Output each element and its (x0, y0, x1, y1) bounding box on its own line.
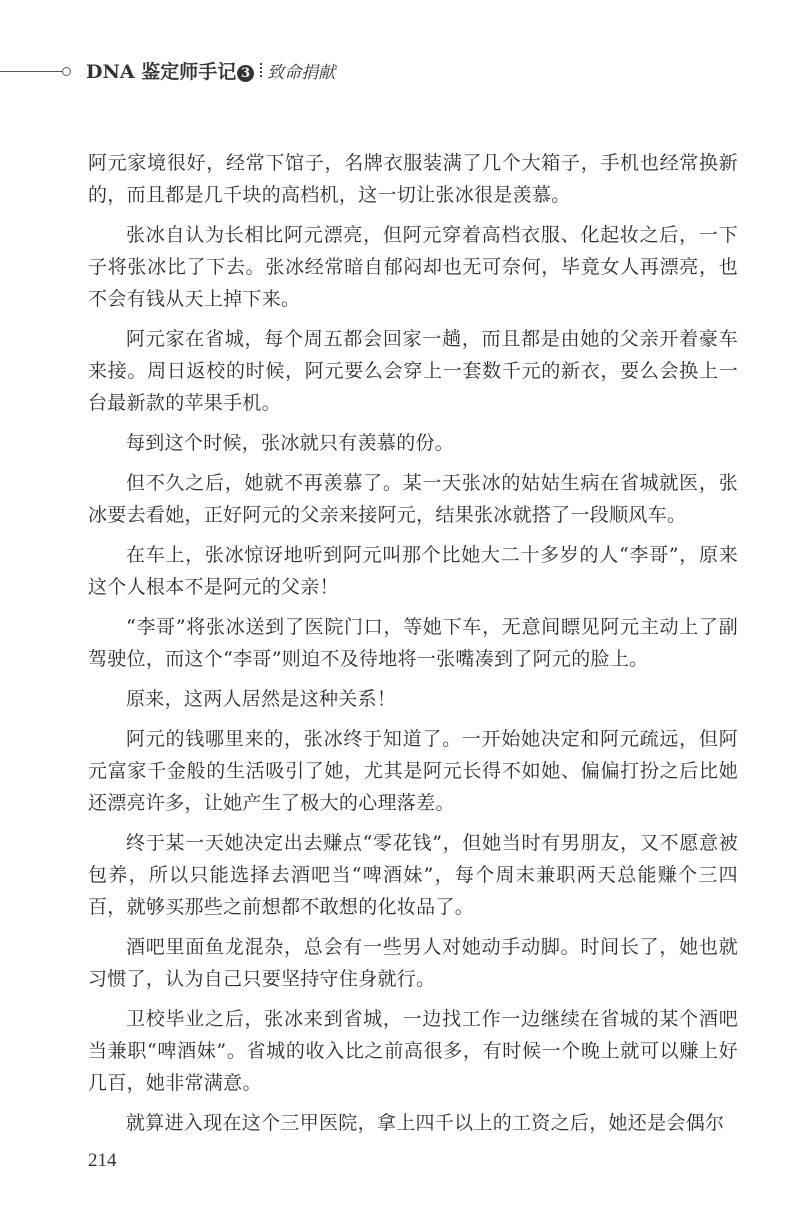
book-subtitle: 致命捐献 (267, 63, 336, 83)
paragraph: 卫校毕业之后，张冰来到省城，一边找工作一边继续在省城的某个酒吧当兼职“啤酒妹”。省城的收入比之前高很多，有时候一个晚上就可以赚上好几百，她非常满意。 (88, 1008, 738, 1094)
paragraph: “李哥”将张冰送到了医院门口，等她下车，无意间瞟见阿元主动上了副驾驶位，而这个“李哥”则迫不及待地将一张嘴凑到了阿元的脸上。 (88, 616, 738, 670)
paragraph: 终于某一天她决定出去赚点“零花钱”，但她当时有男朋友，又不愿意被包养，所以只能选择去酒吧当“啤酒妹”，每个周末兼职两天总能赚个三四百，就够买那些之前想都不敢想的化妆品了。 (88, 832, 738, 918)
paragraph: 就算进入现在这个三甲医院，拿上四千以上的工资之后，她还是会偶尔 (126, 1112, 725, 1134)
paragraph: 阿元的钱哪里来的，张冰终于知道了。一开始她决定和阿元疏远，但阿元富家千金般的生活吸引了她，尤其是阿元长得不如她、偏偏打扮之后比她还漂亮许多，让她产生了极大的心理落差。 (88, 728, 738, 814)
paragraph: 每到这个时候，张冰就只有羡慕的份。 (126, 432, 455, 454)
paragraph: 阿元家境很好，经常下馆子，名牌衣服装满了几个大箱子，手机也经常换新的，而且都是几千块的高档机，这一切让张冰很是羡慕。 (88, 152, 738, 206)
header-circle-ornament (62, 67, 71, 76)
paragraph: 张冰自认为长相比阿元漂亮，但阿元穿着高档衣服、化起妆之后，一下子将张冰比了下去。张冰经常暗自郁闷却也无可奈何，毕竟女人再漂亮，也不会有钱从天上掉下来。 (88, 224, 738, 310)
volume-number-badge: 3 (237, 65, 254, 82)
paragraph: 酒吧里面鱼龙混杂，总会有一些男人对她动手动脚。时间长了，她也就习惯了，认为自己只要坚持守住身就行。 (88, 936, 738, 990)
header-rule-line (0, 71, 62, 72)
paragraph: 在车上，张冰惊讶地听到阿元叫那个比她大二十多岁的人“李哥”，原来这个人根本不是阿元的父亲！ (88, 544, 738, 598)
running-header (0, 58, 800, 88)
book-title-text: DNA 鉴定师手记 (86, 61, 237, 83)
page-number: 214 (88, 1150, 117, 1171)
paragraph: 阿元家在省城，每个周五都会回家一趟，而且都是由她的父亲开着豪车来接。周日返校的时候，阿元要么会穿上一套数千元的新衣，要么会换上一台最新款的苹果手机。 (88, 328, 738, 414)
body-text (88, 147, 738, 1147)
header-separator (260, 63, 262, 79)
paragraph: 但不久之后，她就不再羡慕了。某一天张冰的姑姑生病在省城就医，张冰要去看她，正好阿元的父亲来接阿元，结果张冰就搭了一段顺风车。 (88, 472, 738, 526)
book-title (86, 58, 335, 87)
paragraph: 原来，这两人居然是这种关系！ (126, 688, 397, 710)
